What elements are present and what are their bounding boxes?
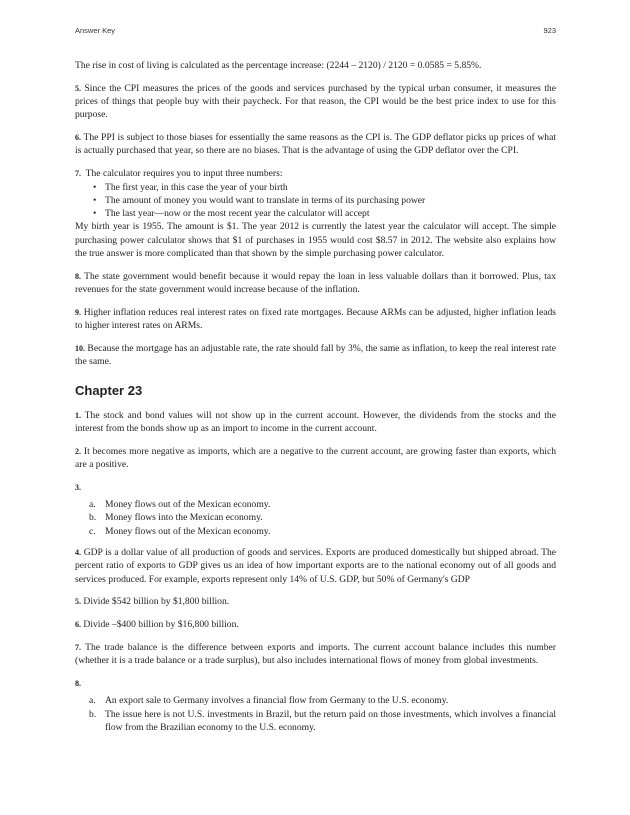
answer-paragraph [75, 306, 556, 333]
answer-text: The trade balance is the difference between exports and imports. The current account balance includes this number (whether it is a trade balance or a trade surplus), but also includes international flows of money from global investments. [75, 642, 556, 667]
list-marker: b. [89, 708, 97, 720]
answer-number: 10. [75, 344, 85, 354]
answer-number: 9. [75, 307, 81, 317]
answer-number: 8. [75, 271, 81, 281]
list-item [89, 708, 556, 735]
answer-text: Because the mortgage has an adjustable rate, the rate should fall by 3%, the same as inflation, to keep the real interest rate the same. [75, 343, 556, 368]
answer-paragraph [75, 618, 556, 631]
list-item [89, 498, 556, 511]
list-item: • The first year, in this case the year of your birth [93, 181, 556, 194]
answer-paragraph [75, 409, 556, 436]
answer-paragraph [75, 167, 556, 180]
answer-number: 6. [75, 133, 81, 143]
list-marker: c. [89, 525, 96, 537]
chapter-heading: Chapter 23 [75, 382, 143, 398]
answer-text: GDP is a dollar value of all production of goods and services. Exports are produced domestically but shipped abroad. The percent ratio of exports to GDP gives us an idea of how important exports are to the national economy out of all goods and services produced. For example, exports represent only 14% of U.S. GDP, but 50% of Germany's GDP [75, 547, 557, 585]
list-text: An export sale to Germany involves a financial flow from Germany to the U.S. economy. [105, 695, 449, 707]
answer-number: 5. [75, 597, 81, 607]
list-text: The issue here is not U.S. investments in Brazil, but the return paid on those investments, which involves a financial flow from the Brazilian economy to the U.S. economy. [105, 708, 556, 733]
header-title: Answer Key [75, 26, 116, 35]
list-item [89, 694, 556, 707]
answer-paragraph [75, 131, 556, 158]
answer-text: Divide –$400 billion by $16,800 billion. [83, 619, 239, 631]
answer-number: 5. [75, 83, 81, 93]
answer-text: Higher inflation reduces real interest rates on fixed rate mortgages. Because ARMs can be adjusted, higher inflation leads to higher interest rates on ARMs. [75, 306, 556, 332]
answer-number: 3. [75, 482, 81, 492]
answer-number: 7. [75, 643, 81, 652]
intro-paragraph: The rise in cost of living is calculated as the percentage increase: (2244 – 2120) / 2120 = 0.0585 = 5.85%. [75, 60, 482, 71]
answer-text: It becomes more negative as imports, which are a negative to the current account, are growing faster than exports, which are a positive. [75, 445, 556, 471]
answer-text: Divide $542 billion by $1,800 billion. [83, 596, 230, 608]
answer-number: 7. [75, 169, 81, 179]
answer-text: The PPI is subject to those biases for essentially the same reasons as the CPI is. The GDP deflator picks up prices of what is actually purchased that year, so there are no biases. That is the advantage of using the GDP deflator over the CPI. [75, 132, 556, 157]
page-number: 923 [543, 26, 556, 35]
lettered-list [75, 498, 556, 538]
list-item: • The last year—now or the most recent year the calculator will accept [93, 207, 556, 220]
answer-paragraph [75, 677, 556, 690]
list-text: Money flows into the Mexican economy. [105, 512, 263, 524]
list-item [89, 511, 556, 524]
answer-content [75, 59, 556, 742]
answer-paragraph [75, 270, 556, 297]
answer-text: The stock and bond values will not show up in the current account. However, the dividends from the stocks and the interest from the bonds show up as an import to income in the current account. [75, 409, 556, 434]
answer-text: The state government would benefit because it would repay the loan in less valuable dollars than it borrowed. Plus, tax revenues for the state government would increase because of the inflation. [75, 270, 556, 296]
answer-number: 8. [75, 679, 81, 689]
answer-number: 6. [75, 620, 81, 630]
answer-paragraph-continued: My birth year is 1955. The amount is $1. The year 2012 is currently the latest year the calculator will accept. The simple purchasing power calculator shows that $1 of purchases in 1955 would cost $8.57 in 2012. The website also explains how the true answer is more complicated than that shown by the simple purchasing power calculator. [75, 221, 556, 260]
answer-paragraph [75, 445, 556, 472]
list-marker: a. [89, 499, 96, 511]
list-text: Money flows out of the Mexican economy. [105, 525, 271, 537]
running-header [75, 26, 556, 38]
answer-paragraph [75, 342, 556, 369]
bullet-list [75, 181, 556, 221]
answer-paragraph [75, 595, 556, 608]
lettered-list [75, 694, 556, 734]
list-text: Money flows out of the Mexican economy. [105, 499, 271, 511]
answer-paragraph [75, 481, 556, 494]
answer-number: 1. [75, 410, 81, 420]
answer-paragraph [75, 82, 556, 122]
answer-paragraph [75, 546, 556, 586]
answer-text: The calculator requires you to input three numbers: [85, 168, 283, 180]
list-marker: a. [89, 695, 96, 707]
answer-paragraph [75, 641, 556, 668]
list-item [89, 525, 556, 538]
answer-text: Since the CPI measures the prices of the goods and services purchased by the typical urban consumer, it measures the prices of things that people buy with their paycheck. For that reason, the CPI would be the best price index to use for this purpose. [75, 82, 556, 121]
list-marker: b. [89, 512, 97, 524]
list-item: • The amount of money you would want to translate in terms of its purchasing power [93, 194, 556, 207]
answer-number: 2. [75, 446, 81, 456]
answer-number: 4. [75, 548, 81, 558]
